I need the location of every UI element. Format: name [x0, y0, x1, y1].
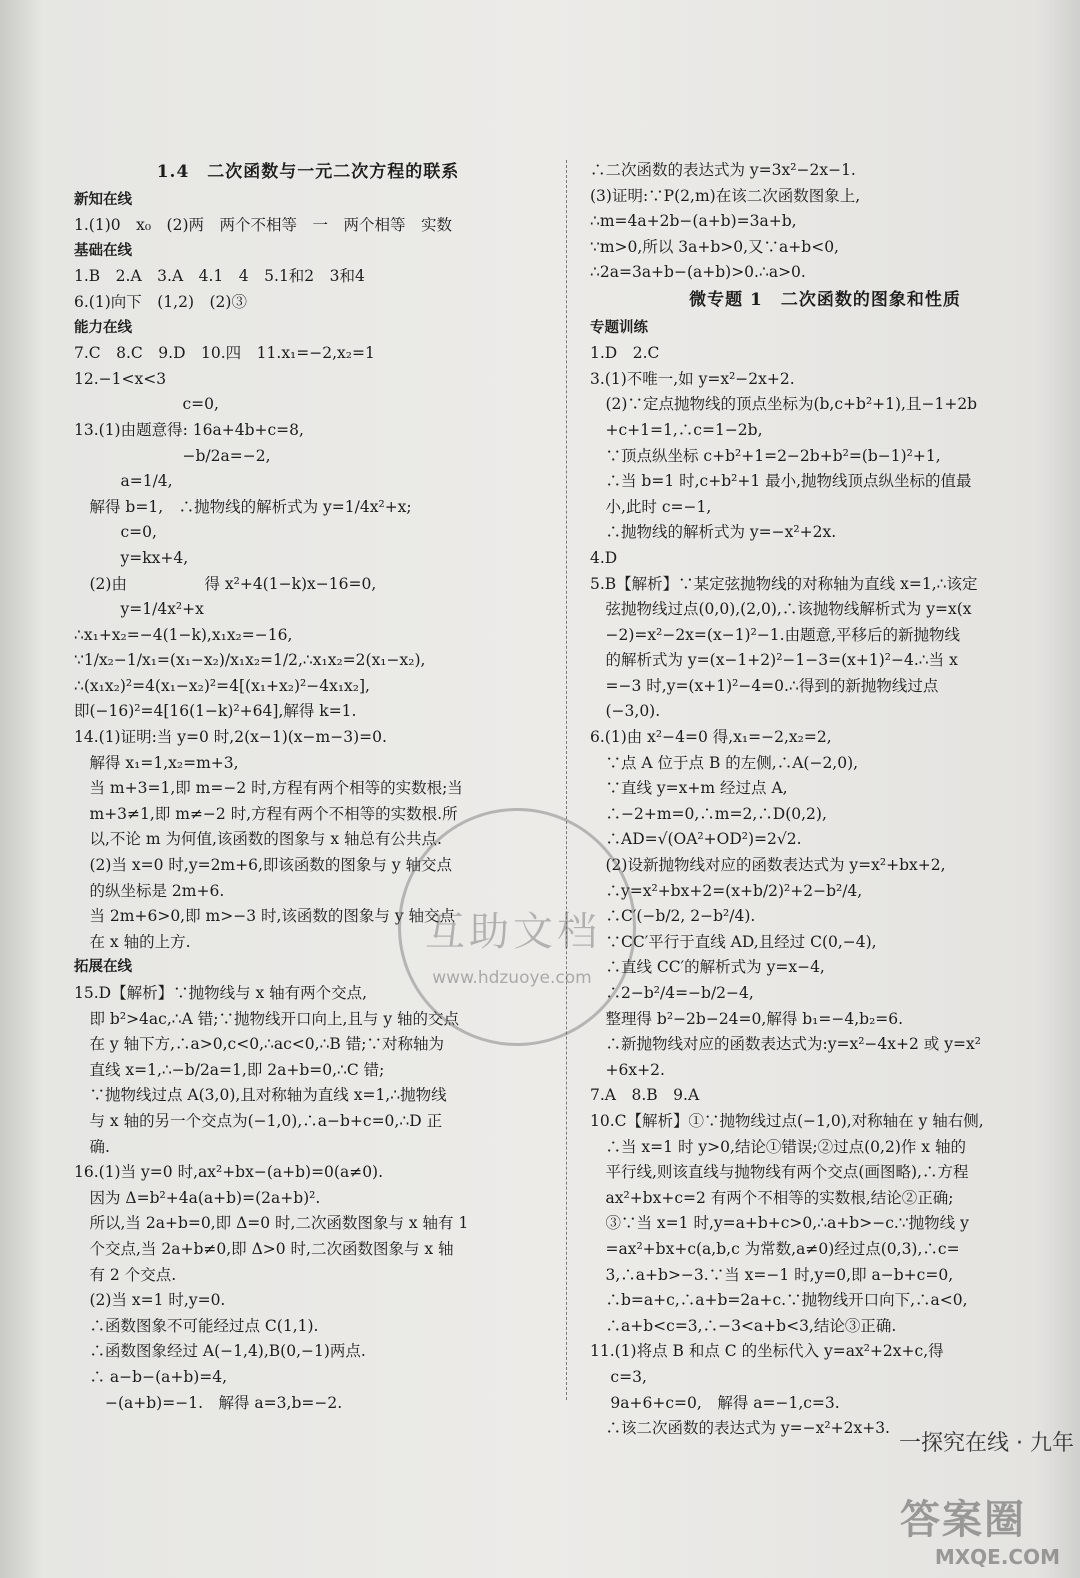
answer-line: ∴该二次函数的表达式为 y=−x²+2x+3. [590, 1419, 890, 1438]
answer-line: +6x+2. [590, 1060, 665, 1079]
answer-line: −b/2a=−2, [74, 446, 271, 465]
answer-line: 即(−16)²=4[16(1−k)²+64],解得 k=1. [74, 702, 357, 721]
micro-topic-title: 微专题 1 二次函数的图象和性质 [689, 289, 961, 310]
answer-line: y=1/4x²+x [74, 600, 204, 619]
answer-line: 3.(1)不唯一,如 y=x²−2x+2. [590, 369, 795, 388]
answer-line: (−3,0). [590, 702, 661, 721]
stamp-url: www.hdzuoye.com [432, 968, 592, 988]
answer-line: −2)=x²−2x=(x−1)²−1.由题意,平移后的新抛物线 [590, 625, 961, 644]
section-heading: 能力在线 [74, 319, 132, 336]
answer-line: 12.−1<x<3 [74, 369, 167, 388]
answer-line: 弦抛物线过点(0,0),(2,0),∴该抛物线解析式为 y=x(x [590, 600, 972, 619]
answer-line: ∵m>0,所以 3a+b>0,又∵a+b<0, [590, 237, 839, 256]
answer-line: 7.A 8.B 9.A [590, 1086, 700, 1105]
answer-line: ∴函数图象经过 A(−1,4),B(0,−1)两点. [74, 1342, 366, 1361]
answer-line: ∴a+b<c=3,∴−3<a+b<3,结论③正确. [590, 1316, 897, 1335]
answer-line: y=kx+4, [74, 548, 189, 567]
answer-line: +c+1=1,∴c=1−2b, [590, 420, 763, 439]
section-heading: 拓展在线 [74, 959, 132, 976]
answer-line: (2)∵定点抛物线的顶点坐标为(b,c+b²+1),且−1+2b [590, 395, 978, 414]
answer-line: m+3≠1,即 m≠−2 时,方程有两个不相等的实数根.所 [74, 804, 458, 823]
answer-line: ∴抛物线的解析式为 y=−x²+2x. [590, 523, 837, 542]
answer-line: 15.D【解析】∵抛物线与 x 轴有两个交点, [74, 984, 368, 1002]
answer-line: ax²+bx+c=2 有两个不相等的实数根,结论②正确; [590, 1188, 954, 1207]
answer-line: 确. [74, 1137, 110, 1156]
answer-line: 11.(1)将点 B 和点 C 的坐标代入 y=ax²+2x+c,得 [590, 1342, 944, 1361]
answer-line: 因为 Δ=b²+4a(a+b)=(2a+b)². [74, 1188, 321, 1207]
answer-line: ∴新抛物线对应的函数表达式为:y=x²−4x+2 或 y=x² [590, 1035, 981, 1054]
answer-line: 9a+6+c=0, 解得 a=−1,c=3. [590, 1393, 840, 1412]
answer-line: 当 2m+6>0,即 m>−3 时,该函数的图象与 y 轴交点 [74, 907, 456, 926]
section-heading: 基础在线 [74, 242, 132, 259]
answer-line: 7.C 8.C 9.D 10.四 11.x₁=−2,x₂=1 [74, 344, 375, 363]
page-footer: 一探究在线 · 九年 [899, 1431, 1074, 1456]
section-heading: 新知在线 [74, 191, 132, 208]
answer-line: 3,∴a+b>−3.∵当 x=−1 时,y=0,即 a−b+c=0, [590, 1265, 954, 1284]
answer-line: 直线 x=1,∴−b/2a=1,即 2a+b=0,∴C 错; [74, 1060, 385, 1079]
answer-line: ∵抛物线过点 A(3,0),且对称轴为直线 x=1,∴抛物线 [74, 1086, 447, 1105]
left-column [74, 158, 542, 1416]
answer-line: 整理得 b²−2b−24=0,解得 b₁=−4,b₂=6. [590, 1009, 904, 1028]
answer-line: ∵直线 y=x+m 经过点 A, [590, 779, 788, 798]
answer-line: 1.D 2.C [590, 344, 660, 363]
column-divider [566, 160, 567, 1400]
answer-line: ∴AD=√(OA²+OD²)=2√2. [590, 830, 802, 849]
answer-line: 解得 b=1, ∴抛物线的解析式为 y=1/4x²+x; [74, 497, 412, 516]
answer-line: ③∵当 x=1 时,y=a+b+c>0,∴a+b>−c.∵抛物线 y [590, 1214, 969, 1233]
answer-line: =−3 时,y=(x+1)²−4=0.∴得到的新抛物线过点 [590, 676, 939, 695]
answer-line: (2)当 x=0 时,y=2m+6,即该函数的图象与 y 轴交点 [74, 856, 453, 875]
answer-line: ∴当 b=1 时,c+b²+1 最小,抛物线顶点纵坐标的值最 [590, 472, 972, 491]
answer-line: 4.D [590, 548, 618, 567]
answer-line: ∴2−b²/4=−b/2−4, [590, 984, 754, 1002]
answer-line: c=0, [74, 395, 219, 414]
answer-line: c=3, [590, 1367, 647, 1386]
answer-line: 个交点,当 2a+b≠0,即 Δ>0 时,二次函数图象与 x 轴 [74, 1239, 454, 1258]
answer-line: −(a+b)=−1. 解得 a=3,b=−2. [74, 1393, 343, 1412]
answer-line: ∴直线 CC′的解析式为 y=x−4, [590, 958, 825, 977]
answer-line: c=0, [74, 523, 157, 542]
answer-line: 的解析式为 y=(x−1+2)²−1−3=(x+1)²−4.∴当 x [590, 651, 958, 670]
answer-line: 小,此时 c=−1, [590, 497, 712, 516]
watermark-line2: MXQE.COM [934, 1545, 1060, 1569]
answer-line: 14.(1)证明:当 y=0 时,2(x−1)(x−m−3)=0. [74, 728, 387, 747]
answer-line: ∴函数图象不可能经过点 C(1,1). [74, 1316, 319, 1335]
answer-line: =ax²+bx+c(a,b,c 为常数,a≠0)经过点(0,3),∴c= [590, 1239, 960, 1258]
answer-line: 与 x 轴的另一个交点为(−1,0),∴a−b+c=0,∴D 正 [74, 1111, 443, 1130]
answer-line: 10.C【解析】①∵抛物线过点(−1,0),对称轴在 y 轴右侧, [590, 1111, 984, 1130]
answer-line: 即 b²>4ac,∴A 错;∵抛物线开口向上,且与 y 轴的交点 [74, 1009, 460, 1028]
right-body [590, 341, 1060, 1442]
answer-line: 6.(1)向下 (1,2) (2)③ [74, 292, 247, 311]
answer-line: 在 x 轴的上方. [74, 932, 191, 951]
answer-line: ∴b=a+c,∴a+b=2a+c.∵抛物线开口向下,∴a<0, [590, 1291, 968, 1310]
answer-line: ∴当 x=1 时 y>0,结论①错误;②过点(0,2)作 x 轴的 [590, 1137, 966, 1156]
section-title: 1.4 二次函数与一元二次方程的联系 [156, 162, 460, 182]
right-column [590, 158, 1060, 1442]
answer-line: 16.(1)当 y=0 时,ax²+bx−(a+b)=0(a≠0). [74, 1163, 384, 1182]
answer-line: ∴2a=3a+b−(a+b)>0.∴a>0. [590, 263, 806, 282]
stamp-text: 互助文档 [425, 909, 601, 955]
answer-line: ∴ a−b−(a+b)=4, [74, 1367, 228, 1386]
answer-line: 1.(1)0 x₀ (2)两 两个不相等 一 两个相等 实数 [74, 216, 453, 235]
answer-line: ∴(x₁x₂)²=4(x₁−x₂)²=4[(x₁+x₂)²−4x₁x₂], [74, 676, 370, 695]
answer-line: 6.(1)由 x²−4=0 得,x₁=−2,x₂=2, [590, 728, 832, 747]
answer-line: 5.B【解析】∵某定弦抛物线的对称轴为直线 x=1,∴该定 [590, 574, 978, 593]
answer-line: ∴m=4a+2b−(a+b)=3a+b, [590, 212, 797, 231]
answer-line: 解得 x₁=1,x₂=m+3, [74, 753, 239, 772]
answer-line: (2)设新抛物线对应的函数表达式为 y=x²+bx+2, [590, 856, 946, 875]
answer-line: ∴−2+m=0,∴m=2,∴D(0,2), [590, 804, 827, 823]
left-body [74, 188, 542, 1417]
answer-line: ∵1/x₂−1/x₁=(x₁−x₂)/x₁x₂=1/2,∴x₁x₂=2(x₁−x₂), [74, 651, 426, 670]
answer-line: (2)当 x=1 时,y=0. [74, 1291, 226, 1310]
watermark-line1: 答案圈 [900, 1497, 1026, 1543]
answer-line: 以,不论 m 为何值,该函数的图象与 x 轴总有公共点. [74, 830, 442, 849]
right-top-lines [590, 158, 1060, 286]
answer-line: (3)证明:∵P(2,m)在该二次函数图象上, [590, 186, 861, 205]
answer-line: ∴C′(−b/2, 2−b²/4). [590, 907, 756, 926]
answer-line: 的纵坐标是 2m+6. [74, 881, 225, 900]
answer-line: 平行线,则该直线与抛物线有两个交点(画图略),∴方程 [590, 1163, 969, 1182]
answer-line: 所以,当 2a+b=0,即 Δ=0 时,二次函数图象与 x 轴有 1 [74, 1214, 469, 1233]
answer-line: ∴x₁+x₂=−4(1−k),x₁x₂=−16, [74, 625, 293, 644]
answer-line: ∵CC′平行于直线 AD,且经过 C(0,−4), [590, 932, 877, 951]
answer-line: ∴二次函数的表达式为 y=3x²−2x−1. [590, 161, 856, 179]
topic-training-heading: 专题训练 [590, 319, 648, 336]
answer-line: 当 m+3=1,即 m=−2 时,方程有两个相等的实数根;当 [74, 779, 463, 798]
watermark-logo [900, 1488, 1070, 1570]
answer-line: 13.(1)由题意得: 16a+4b+c=8, [74, 420, 304, 439]
answer-line: (2)由 得 x²+4(1−k)x−16=0, [74, 574, 377, 593]
answer-line: 有 2 个交点. [74, 1265, 177, 1284]
answer-line: 1.B 2.A 3.A 4.1 4 5.1和2 3和4 [74, 267, 365, 286]
answer-line: a=1/4, [74, 472, 173, 491]
answer-line: ∵点 A 位于点 B 的左侧,∴A(−2,0), [590, 753, 859, 772]
answer-line: ∴y=x²+bx+2=(x+b/2)²+2−b²/4, [590, 881, 863, 900]
answer-line: ∵顶点纵坐标 c+b²+1=2−2b+b²=(b−1)²+1, [590, 446, 941, 465]
answer-line: 在 y 轴下方,∴a>0,c<0,∴ac<0,∴B 错;∵对称轴为 [74, 1035, 444, 1054]
